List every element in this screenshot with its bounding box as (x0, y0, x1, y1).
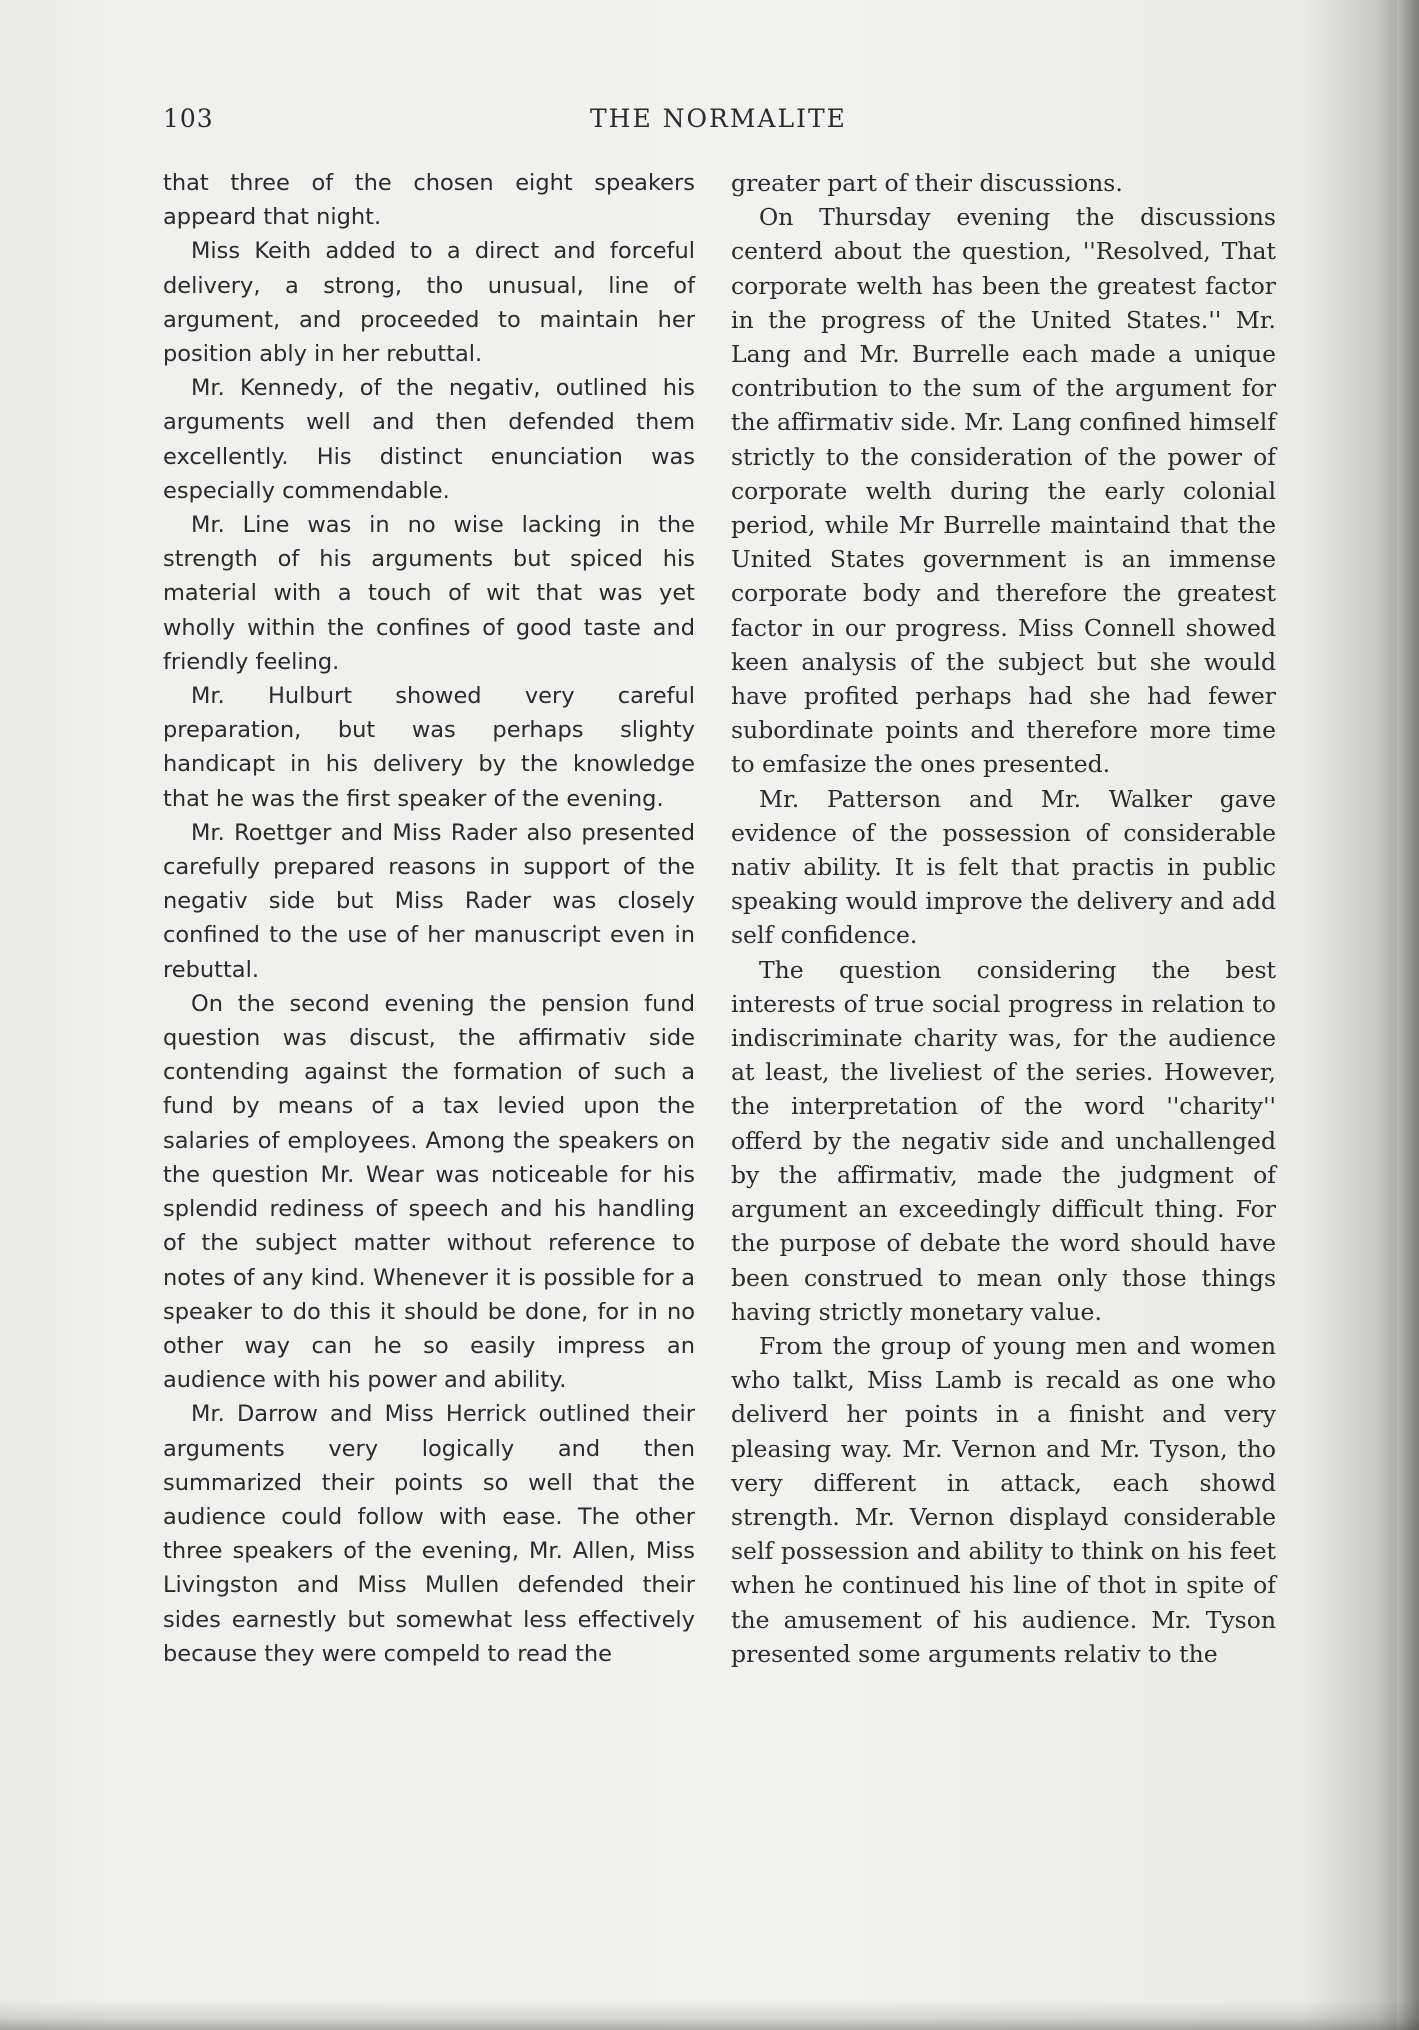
paragraph: Mr. Line was in no wise lacking in the strength of his arguments but spiced his material with a touch of wit that was yet wholly within the confines of good taste and friendly feeling. (163, 512, 695, 675)
paragraph: From the group of young men and women who talkt, Miss Lamb is recald as one who deliverd her points in a finisht and very pleasing way. Mr. Vernon and Mr. Tyson, tho very different in attack, each showd strength. Mr. Vernon displayd considerable self possession and ability to think on his feet when he continued his line of thot in spite of the amusement of his audience. Mr. Tyson presented some arguments relativ to the (731, 1331, 1276, 1668)
page-bottom-edge (0, 2000, 1419, 2030)
paragraph: The question considering the best interests of true social progress in relation to indiscriminate charity was, for the audience at least, the liveliest of the series. However, the interpretation of the word ''charity'' offerd by the negativ side and unchallenged by the affirmativ, made the judgment of argument an exceedingly difficult thing. For the purpose of debate the word should have been construed to mean only those things having strictly monetary value. (731, 955, 1276, 1326)
paragraph: Mr. Patterson and Mr. Walker gave evidence of the possession of considerable nativ ability. It is felt that practis in public speaking would improve the delivery and add self confidence. (731, 784, 1276, 950)
paragraph: Miss Keith added to a direct and forceful delivery, a strong, tho unusual, line of argument, and proceeded to maintain her position ably in her rebuttal. (163, 238, 695, 368)
paragraph: On Thursday evening the discussions centerd about the question, ''Resolved, That corporate welth has been the greatest factor in the progress of the United States.'' Mr. Lang and Mr. Burrelle each made a unique contribution to the sum of the argument for the affirmativ side. Mr. Lang confined himself strictly to the consideration of the power of corporate welth during the early colonial period, while Mr Burrelle maintaind that the United States government is an immense corporate body and therefore the greatest factor in our progress. Miss Connell showed keen analysis of the subject but she would have profited perhaps had she had fewer subordinate points and therefore more time to emfasize the ones presented. (731, 203, 1276, 779)
paragraph: On the second evening the pension fund question was discust, the affirmativ side contending against the formation of such a fund by means of a tax levied upon the salaries of employees. Among the speakers on the question Mr. Wear was noticeable for his splendid rediness of speech and his handling of the subject matter without reference to notes of any kind. Whenever it is possible for a speaker to do this it should be done, for in no other way can he so easily impress an audience with his power and ability. (163, 990, 695, 1394)
page-spine-shadow (1397, 0, 1419, 2030)
paragraph: Mr. Roettger and Miss Rader also presented carefully prepared reasons in support of the negativ side but Miss Rader was closely confined to the use of her manuscript even in rebuttal. (163, 819, 695, 983)
paragraph: that three of the chosen eight speakers appeard that night. (163, 170, 695, 231)
right-column (731, 166, 1276, 1671)
paragraph: Mr. Kennedy, of the negativ, outlined his arguments well and then defended them excellently. His distinct enunciation was especially commendable. (163, 375, 695, 504)
page-header (163, 104, 1263, 144)
page-number: 103 (163, 104, 214, 133)
left-column (163, 166, 695, 1671)
paragraph: Mr. Darrow and Miss Herrick outlined their arguments very logically and then summarized their points so well that the audience could follow with ease. The other three speakers of the evening, Mr. Allen, Miss Livingston and Miss Mullen defended their sides earnestly but somewhat less effectively because they were compeld to read the (163, 1401, 695, 1667)
paragraph: Mr. Hulburt showed very careful preparation, but was perhaps slighty handicapt in his delivery by the knowledge that he was the first speaker of the evening. (163, 683, 695, 812)
paragraph: greater part of their discussions. (731, 169, 1123, 197)
running-title: THE NORMALITE (590, 104, 847, 133)
